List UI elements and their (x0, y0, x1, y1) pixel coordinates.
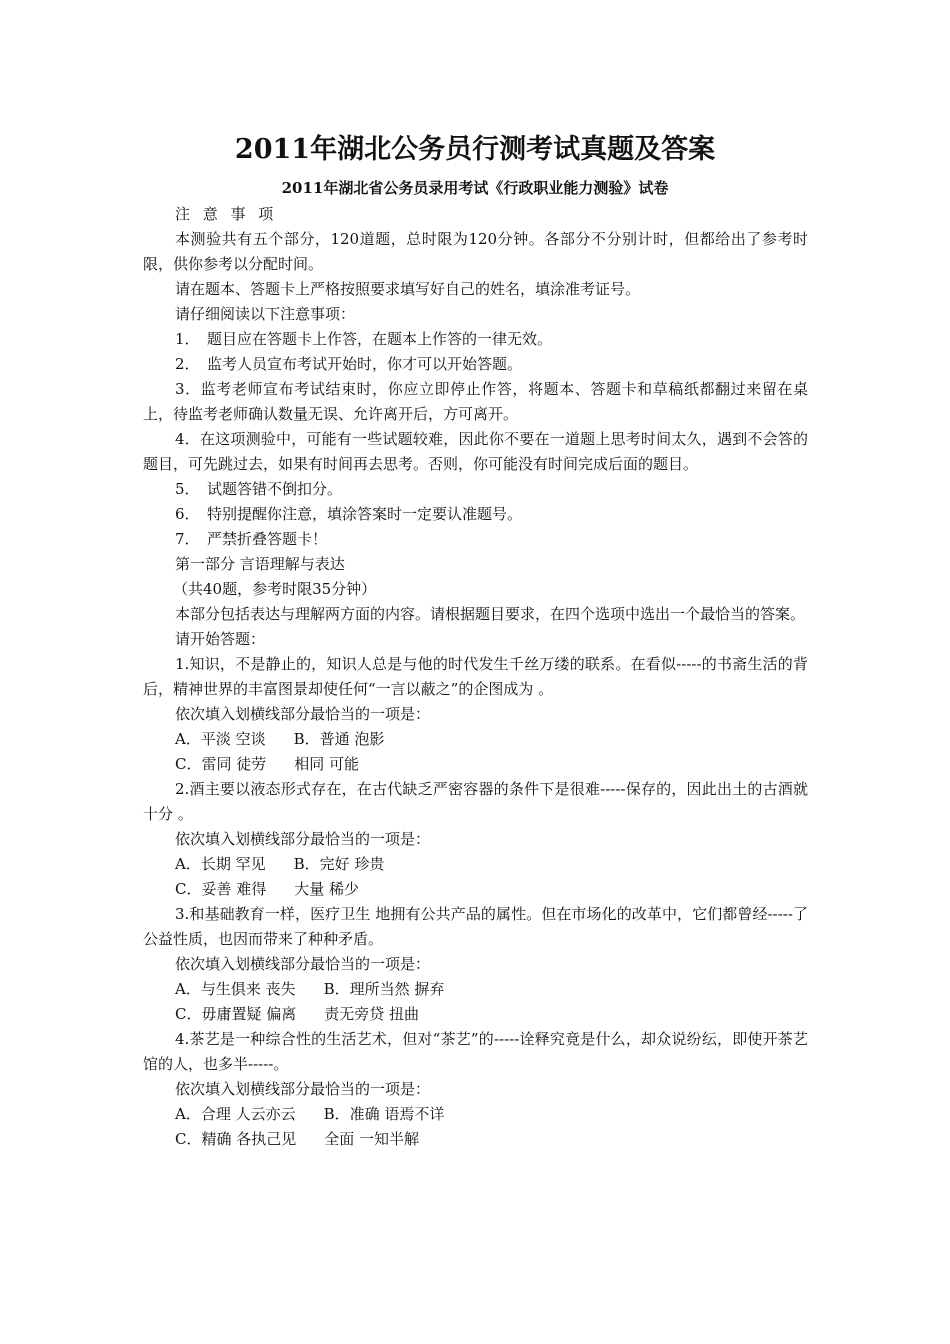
option-d: 责无旁贷 扭曲 (324, 1005, 420, 1023)
option-d: 全面 一知半解 (324, 1130, 420, 1148)
option-a: A．平淡 空谈 (175, 730, 266, 748)
rule-item: 4．在这项测验中，可能有一些试题较难，因此你不要在一道题上思考时间太久，遇到不会答的题目，可先跳过去，如果有时间再去思考。否则，你可能没有时间完成后面的题目。 (143, 430, 808, 473)
rule-item: 6． 特别提醒你注意，填涂答案时一定要认准题号。 (175, 505, 523, 523)
option-c: C．精确 各执己见 (175, 1130, 297, 1148)
option-b: B．完好 珍贵 (293, 855, 385, 873)
document-subtitle: 2011年湖北省公务员录用考试《行政职业能力测验》试卷 (281, 179, 669, 197)
question-options (143, 727, 808, 752)
question-options (143, 977, 808, 1002)
question-options (143, 852, 808, 877)
intro-paragraph: 请在题本、答题卡上严格按照要求填写好自己的姓名，填涂准考证号。 (175, 280, 641, 298)
option-a: A．合理 人云亦云 (175, 1105, 296, 1123)
start-prompt: 请开始答题： (175, 630, 266, 648)
part-time-note: （共40题，参考时限35分钟） (173, 580, 377, 598)
option-b: B．准确 语焉不详 (323, 1105, 445, 1123)
option-b: B．理所当然 摒弃 (323, 980, 445, 998)
question-prompt: 依次填入划横线部分最恰当的一项是： (175, 830, 431, 848)
question-stem: 2.酒主要以液态形式存在，在古代缺乏严密容器的条件下是很难-----保存的，因此出土的古酒就十分 。 (143, 780, 808, 823)
question-prompt: 依次填入划横线部分最恰当的一项是： (175, 705, 431, 723)
option-a: A．长期 罕见 (175, 855, 266, 873)
question-options (143, 1102, 808, 1127)
option-d: 大量 稀少 (294, 880, 360, 898)
intro-paragraph: 本测验共有五个部分，120道题，总时限为120分钟。各部分不分别计时，但都给出了参考时限，供你参考以分配时间。 (143, 230, 808, 273)
question-options (143, 877, 808, 902)
part-description: 本部分包括表达与理解两方面的内容。请根据题目要求，在四个选项中选出一个最恰当的答案。 (175, 605, 806, 623)
option-c: C．妥善 难得 (175, 880, 267, 898)
option-b: B．普通 泡影 (293, 730, 385, 748)
option-a: A．与生俱来 丧失 (175, 980, 296, 998)
question-stem: 3.和基础教育一样，医疗卫生 地拥有公共产品的属性。但在市场化的改革中，它们都曾经-----了公益性质，也因而带来了种种矛盾。 (143, 905, 808, 948)
question-options (143, 1127, 808, 1152)
question-prompt: 依次填入划横线部分最恰当的一项是： (175, 955, 431, 973)
document-body (143, 202, 808, 1152)
rule-item: 3．监考老师宣布考试结束时，你应立即停止作答，将题本、答题卡和草稿纸都翻过来留在桌上，待监考老师确认数量无误、允许离开后，方可离开。 (143, 380, 808, 423)
option-c: C．雷同 徒劳 (175, 755, 267, 773)
rule-item: 7． 严禁折叠答题卡！ (175, 530, 328, 548)
rule-item: 2． 监考人员宣布考试开始时，你才可以开始答题。 (175, 355, 523, 373)
rule-item: 1． 题目应在答题卡上作答，在题本上作答的一律无效。 (175, 330, 553, 348)
question-options (143, 752, 808, 777)
intro-paragraph: 请仔细阅读以下注意事项： (175, 305, 356, 323)
question-stem: 1.知识，不是静止的，知识人总是与他的时代发生千丝万缕的联系。在看似-----的书斋生活的背后，精神世界的丰富图景却使任何“一言以蔽之”的企图成为 。 (143, 655, 808, 698)
option-d: 相同 可能 (294, 755, 360, 773)
option-c: C．毋庸置疑 偏离 (175, 1005, 297, 1023)
question-options (143, 1002, 808, 1027)
question-prompt: 依次填入划横线部分最恰当的一项是： (175, 1080, 431, 1098)
rule-item: 5． 试题答错不倒扣分。 (175, 480, 343, 498)
document-title: 2011年湖北公务员行测考试真题及答案 (234, 134, 716, 165)
notice-heading: 注 意 事 项 (175, 205, 278, 223)
question-stem: 4.茶艺是一种综合性的生活艺术，但对“茶艺”的-----诠释究竟是什么，却众说纷纭，即使开茶艺馆的人，也多半-----。 (143, 1030, 808, 1073)
part-heading: 第一部分 言语理解与表达 (175, 555, 345, 573)
